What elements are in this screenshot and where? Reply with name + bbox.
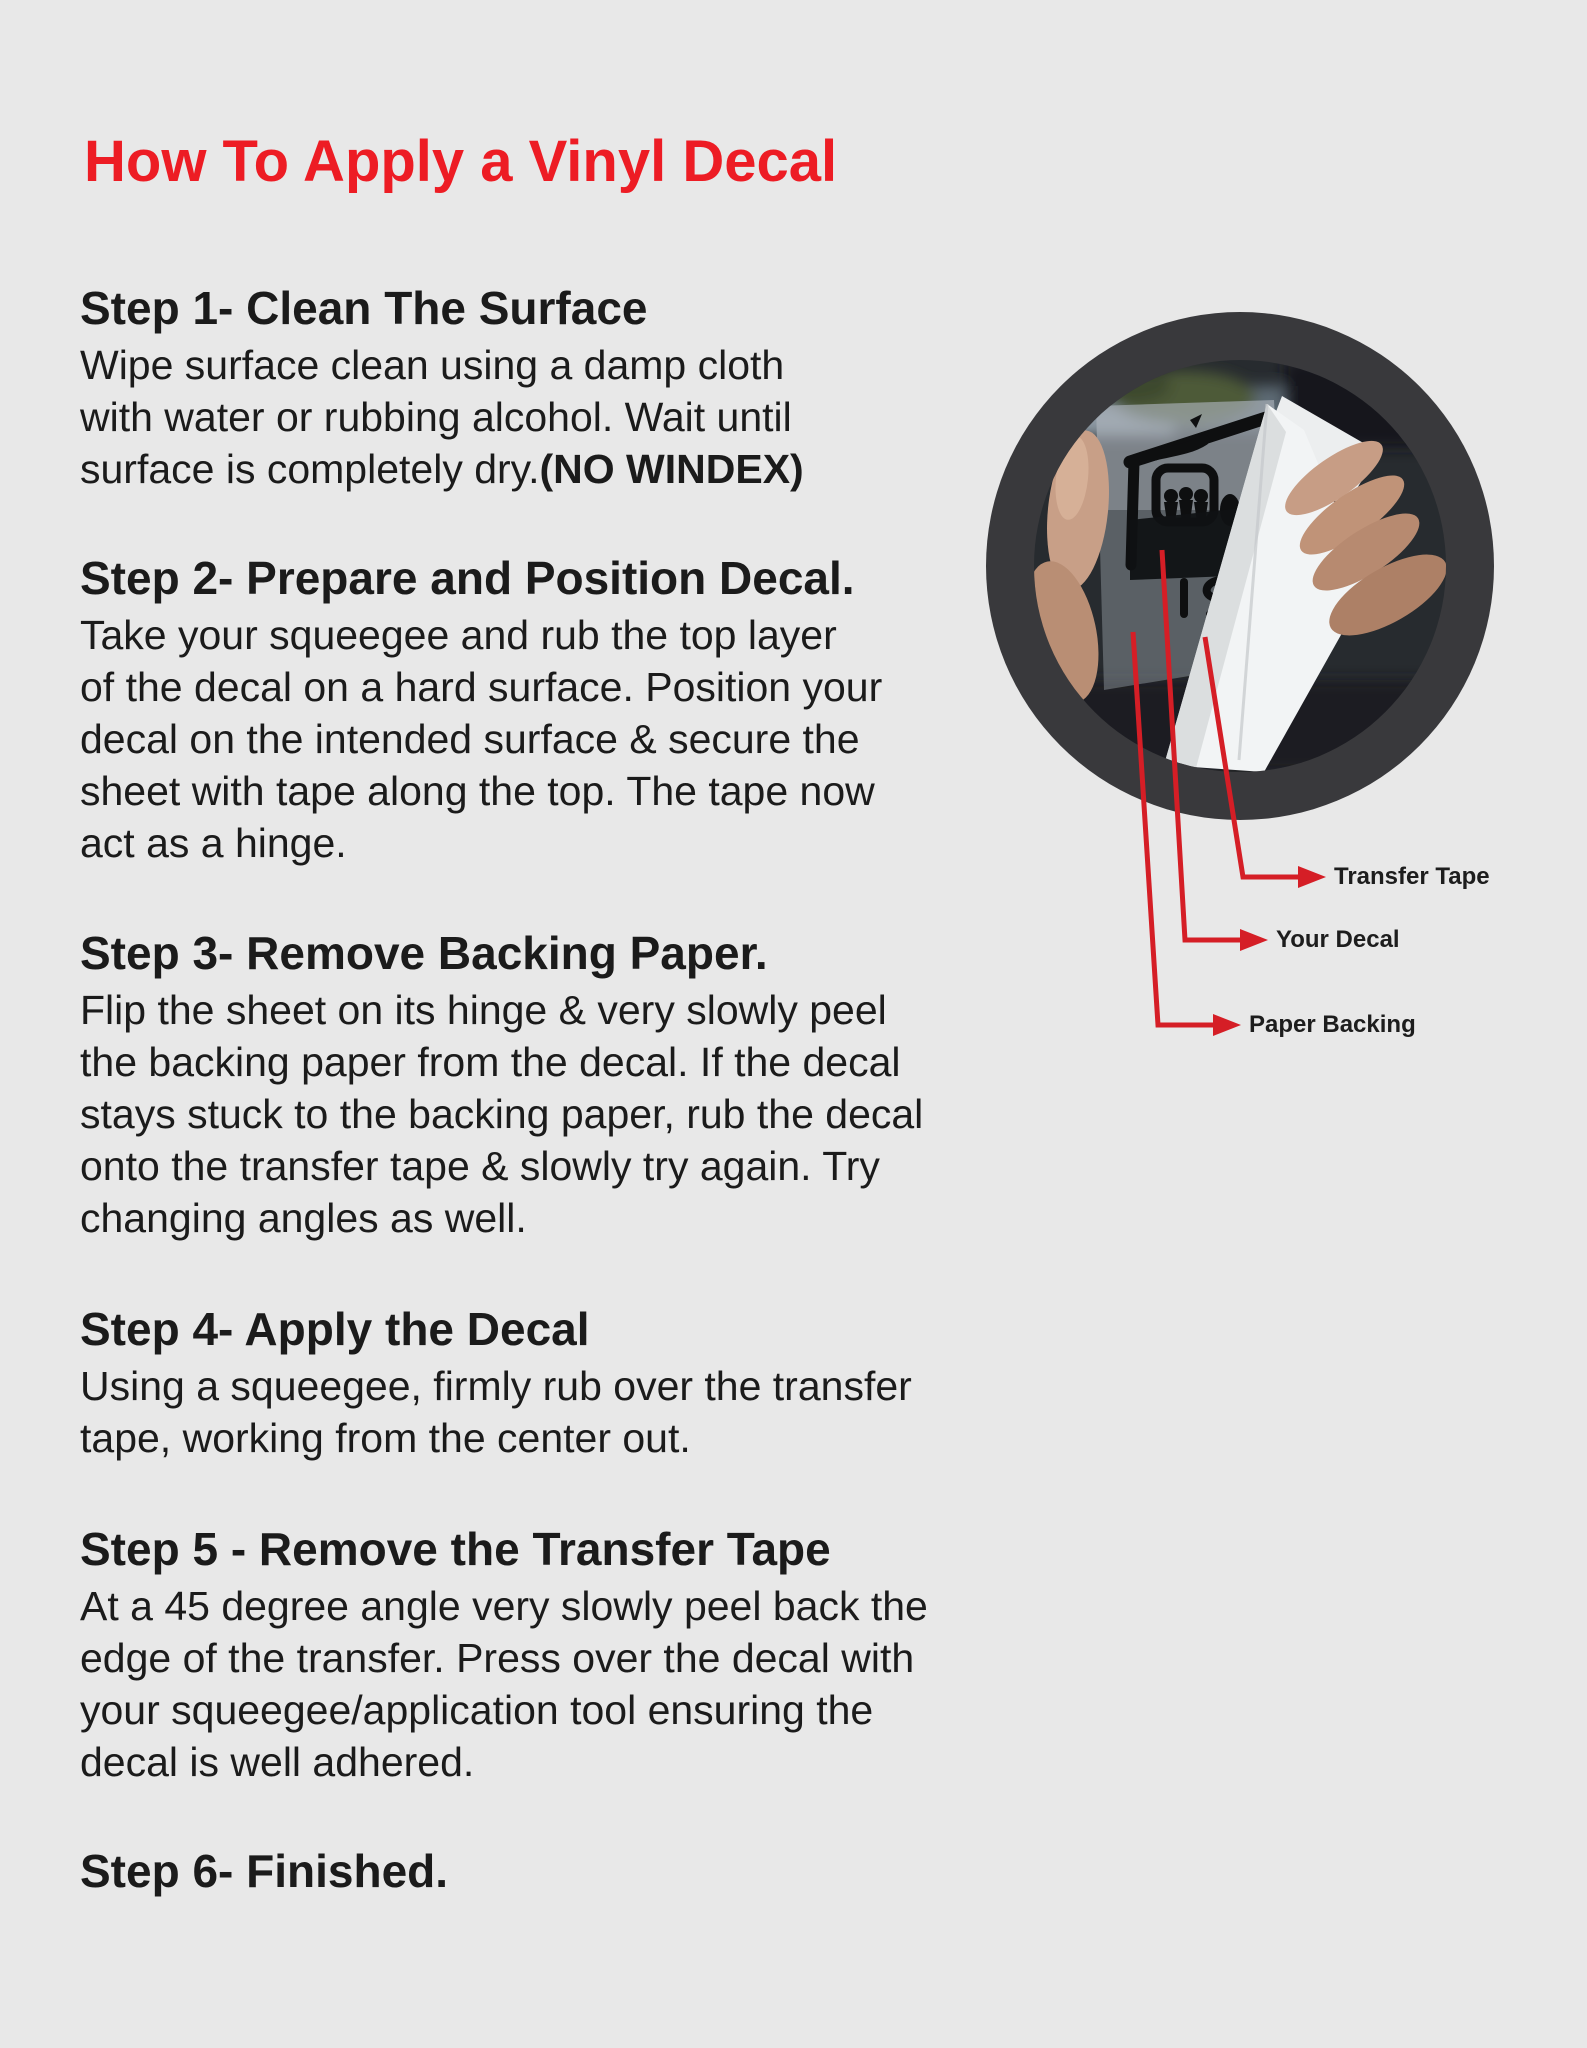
your-decal-label: Your Decal — [1276, 926, 1400, 953]
step-section-2 — [80, 551, 1100, 869]
transfer-tape-label: Transfer Tape — [1334, 863, 1490, 890]
step-body-line: edge of the transfer. Press over the decal with — [80, 1635, 915, 1681]
step-section-6 — [80, 1844, 1100, 1902]
step-body-line: act as a hinge. — [80, 820, 347, 866]
step-body-line: changing angles as well. — [80, 1195, 527, 1241]
decal-photo-illustration — [1034, 360, 1446, 772]
step-section-4 — [80, 1302, 1100, 1464]
step-section-1 — [80, 281, 1100, 495]
step-heading: Step 2- Prepare and Position Decal. — [80, 552, 855, 604]
step-body — [80, 609, 1100, 869]
step-section-3 — [80, 926, 1100, 1244]
step-body-line: the backing paper from the decal. If the decal — [80, 1039, 901, 1085]
step-body-line: stays stuck to the backing paper, rub the decal — [80, 1091, 924, 1137]
step-heading: Step 3- Remove Backing Paper. — [80, 927, 768, 979]
step-body — [80, 1360, 1100, 1464]
step-body-line: decal is well adhered. — [80, 1739, 475, 1785]
step-heading: Step 5 - Remove the Transfer Tape — [80, 1523, 831, 1575]
step-body-line: with water or rubbing alcohol. Wait until — [80, 394, 792, 440]
paper-backing-arrowhead — [1213, 1014, 1241, 1036]
step-body — [80, 339, 1100, 495]
step-body-line: surface is completely dry.(NO WINDEX) — [80, 446, 804, 492]
step-body-line: sheet with tape along the top. The tape now — [80, 768, 875, 814]
step-body-line: Take your squeegee and rub the top layer — [80, 612, 837, 658]
step-heading: Step 4- Apply the Decal — [80, 1303, 590, 1355]
step-body — [80, 984, 1100, 1244]
paper-backing-label: Paper Backing — [1249, 1011, 1416, 1038]
step-body — [80, 1580, 1100, 1788]
step-body-line: Using a squeegee, firmly rub over the transfer — [80, 1363, 912, 1409]
step-body-line: decal on the intended surface & secure the — [80, 716, 860, 762]
step-heading: Step 6- Finished. — [80, 1845, 449, 1897]
step-body-line: of the decal on a hard surface. Position your — [80, 664, 883, 710]
page-title: How To Apply a Vinyl Decal — [84, 129, 838, 194]
figure-photo — [1034, 360, 1446, 772]
step-heading: Step 1- Clean The Surface — [80, 282, 648, 334]
step-body-line: your squeegee/application tool ensuring the — [80, 1687, 874, 1733]
step-body-line: onto the transfer tape & slowly try again. Try — [80, 1143, 880, 1189]
step-body-line: At a 45 degree angle very slowly peel back the — [80, 1583, 928, 1629]
your-decal-arrowhead — [1240, 929, 1268, 951]
step-body-line: Wipe surface clean using a damp cloth — [80, 342, 785, 388]
step-section-5 — [80, 1522, 1100, 1788]
transfer-tape-arrowhead — [1298, 866, 1326, 888]
figure-circle — [986, 312, 1494, 820]
step-body-line: tape, working from the center out. — [80, 1415, 691, 1461]
step-body-line: Flip the sheet on its hinge & very slowly peel — [80, 987, 887, 1033]
